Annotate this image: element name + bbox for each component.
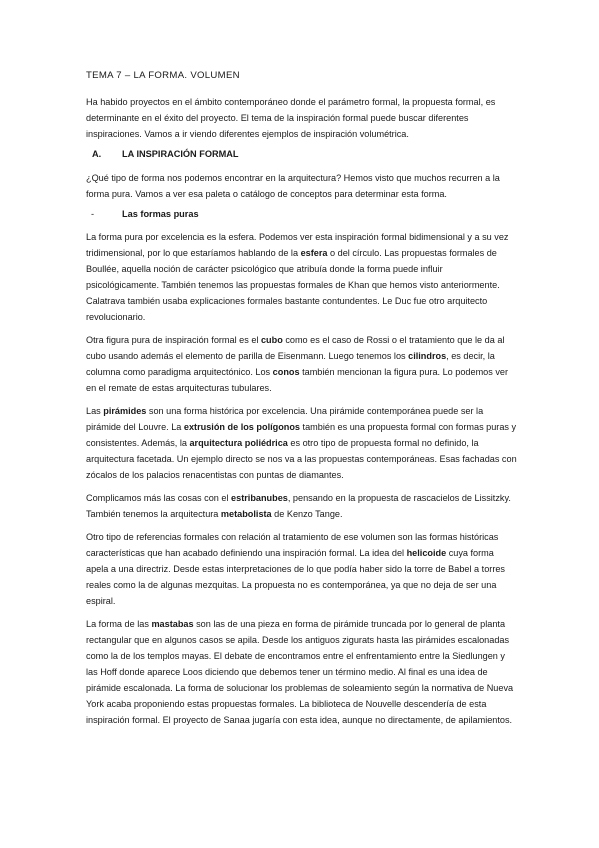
bold-term: helicoide xyxy=(406,548,447,558)
bold-term: metabolista xyxy=(220,509,272,519)
document-page xyxy=(86,62,518,735)
bold-term: mastabas xyxy=(151,619,194,629)
text-run: Las xyxy=(86,406,104,416)
text-run: La forma de las xyxy=(86,619,152,629)
bold-term: cubo xyxy=(260,335,283,345)
bold-term: pirámides xyxy=(103,406,147,416)
text-run: Complicamos más las cosas con el xyxy=(86,493,232,503)
paragraph-piramides xyxy=(86,403,518,483)
section-heading xyxy=(92,149,518,159)
bullet-dash: - xyxy=(91,209,95,219)
bold-term: extrusión de los polígonos xyxy=(183,422,301,432)
paragraph-cubo xyxy=(86,332,518,396)
text-run: , pensando en la propuesta de rascacielos de Lissitzky. También tenemos la arquitectura xyxy=(86,493,511,519)
text-run: , es decir, la columna como paradigma arquitectónico. Los xyxy=(86,351,495,377)
section-intro-paragraph: ¿Qué tipo de forma nos podemos encontrar en la arquitectura? Hemos visto que muchos recurren a la forma pura. Vamos a ver esa paleta o catálogo de conceptos para determinar esta forma. xyxy=(86,173,500,199)
section-letter: A. xyxy=(92,149,102,159)
paragraph-estribanubes xyxy=(86,490,518,522)
text-run: de Kenzo Tange. xyxy=(271,509,343,519)
bold-term: cilindros xyxy=(408,351,447,361)
text-run: cuya forma apela a una directriz. Desde estas interpretaciones de lo que podía haber sido la torre de Babel a torres reales como la de algunas mezquitas. La propuesta no es contemporánea, ya que no deja de ser una espiral. xyxy=(86,548,505,606)
text-run: también mencionan la figura pura. Lo podemos ver en el remate de estas arquitecturas tubulares. xyxy=(86,367,509,393)
bold-term: conos xyxy=(272,367,300,377)
subsection-heading-text: Las formas puras xyxy=(122,209,199,219)
text-run: también es una propuesta formal con formas puras y consistentes. Además, la xyxy=(86,422,517,448)
paragraph-helicoide xyxy=(86,529,518,609)
intro-paragraph: Ha habido proyectos en el ámbito contemporáneo donde el parámetro formal, la propuesta formal, es determinante en el éxito del proyecto. El tema de la inspiración formal puede buscar diferentes inspiraciones. Vamos a ir viendo diferentes ejemplos de inspiración volumétrica. xyxy=(86,97,496,139)
text-run: La forma pura por excelencia es la esfera. Podemos ver esta inspiración formal bidimensional y a su vez tridimensional, por lo que estaríamos hablando de la xyxy=(86,232,509,258)
paragraph-mastabas xyxy=(86,616,518,728)
bold-term: estribanubes xyxy=(231,493,288,503)
text-run: son las de una pieza en forma de pirámide truncada por lo general de planta rectangular que en algunos casos se apila. Desde los antiguos zigurats hasta las pirámides escalonadas como la de los templos mayas. El debate de encontramos entre el enfrentamiento entre la Siedlungen y las Hoff donde aparece Loos diciendo que debemos tener un término medio. Al final es una idea de pirámide escalonada. La forma de solucionar los problemas de soleamiento según la normativa de Nueva York acaba proponiendo estas propuestas formales. La biblioteca de Nouvelle descendería de esta inspiración formal. El proyecto de Sanaa jugaría con esta idea, aunque no directamente, de apilamientos. xyxy=(86,619,514,725)
subsection-heading xyxy=(91,209,518,219)
bold-term: arquitectura poliédrica xyxy=(189,438,288,448)
paragraph-esfera xyxy=(86,229,518,325)
text-run: Otro tipo de referencias formales con relación al tratamiento de ese volumen son las formas históricas características que han acabado definiendo una inspiración formal. La idea del xyxy=(86,532,499,558)
text-run: es otro tipo de propuesta formal no definido, la arquitectura facetada. Un ejemplo directo se nos va a las propuestas contemporáneas. Esas fachadas con zócalos de los palacios renacentistas con puntas de diamantes. xyxy=(86,438,517,480)
text-run: como es el caso de Rossi o el tratamiento que le da al cubo usando además el elemento de parilla de Eisenmann. Luego tenemos los xyxy=(86,335,505,361)
section-heading-text: LA INSPIRACIÓN FORMAL xyxy=(122,149,239,159)
text-run: o del círculo. Las propuestas formales de Boullée, aquella noción de carácter psicológico que atribuía donde la forma puede influir psicológicamente. También tenemos las propuestas formales de Khan que hemos visto anteriormente. Calatrava también usaba explicaciones formales bastante contundentes. Le Duc fue otro arquitecto revolucionario. xyxy=(86,248,500,322)
text-run: son una forma histórica por excelencia. Una pirámide contemporánea puede ser la pirámide del Louvre. La xyxy=(86,406,484,432)
text-run: Otra figura pura de inspiración formal es el xyxy=(86,335,261,345)
bold-term: esfera xyxy=(300,248,328,258)
document-title: TEMA 7 – LA FORMA. VOLUMEN xyxy=(86,70,240,81)
